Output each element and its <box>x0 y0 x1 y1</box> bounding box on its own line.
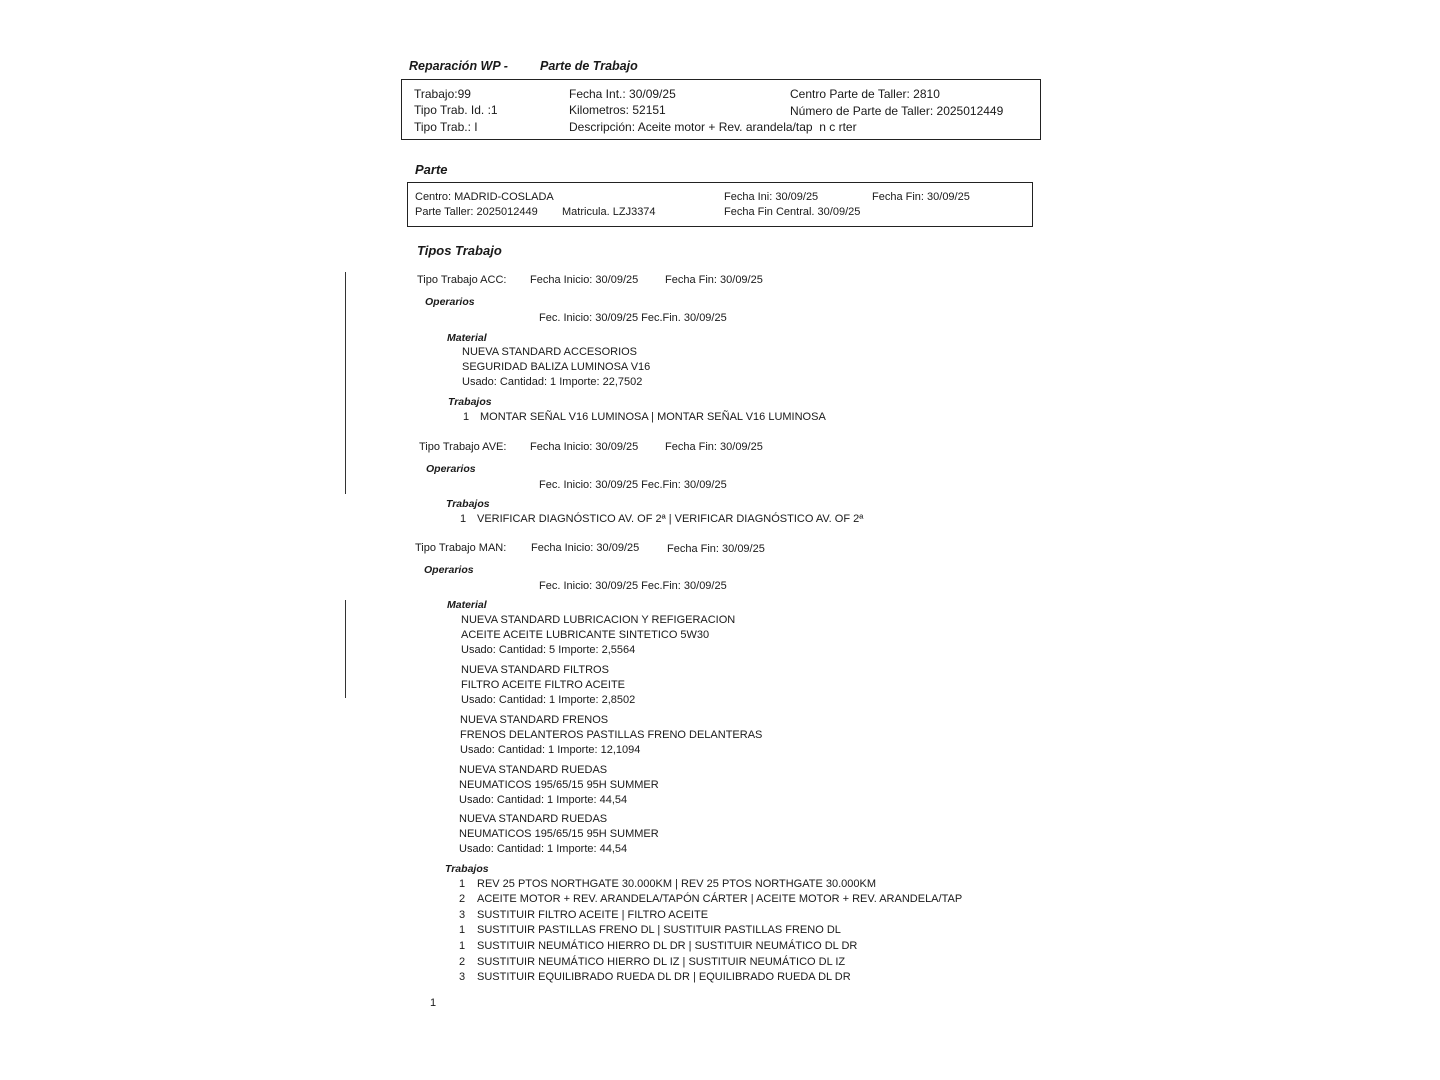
man-material-line3: Usado: Cantidad: 1 Importe: 12,1094 <box>460 744 641 756</box>
parte-matricula: Matricula. LZJ3374 <box>562 206 656 218</box>
man-operario-dates: Fec. Inicio: 30/09/25 Fec.Fin: 30/09/25 <box>539 580 727 592</box>
man-trabajo-text: SUSTITUIR FILTRO ACEITE | FILTRO ACEITE <box>477 909 709 921</box>
man-material-line3: Usado: Cantidad: 5 Importe: 2,5564 <box>461 644 636 656</box>
parte-centro: Centro: MADRID-COSLADA <box>415 191 554 203</box>
man-trabajo-num: 1 <box>459 924 466 936</box>
ave-operarios-label: Operarios <box>426 463 476 475</box>
man-material-line2: ACEITE ACEITE LUBRICANTE SINTETICO 5W30 <box>461 629 710 641</box>
header-right-title: Parte de Trabajo <box>540 59 638 73</box>
acc-material-line3: Usado: Cantidad: 1 Importe: 22,7502 <box>462 376 643 388</box>
man-material-line2: NEUMATICOS 195/65/15 95H SUMMER <box>459 828 659 840</box>
acc-material-line1: NUEVA STANDARD ACCESORIOS <box>462 346 638 358</box>
man-trabajo-num: 2 <box>459 893 466 905</box>
trabajo-number: Trabajo:99 <box>414 87 471 101</box>
acc-operarios-label: Operarios <box>425 296 475 308</box>
ave-tipo: Tipo Trabajo AVE: <box>419 441 507 453</box>
man-trabajo-num: 2 <box>459 956 466 968</box>
tipos-trabajo-title: Tipos Trabajo <box>417 243 502 258</box>
acc-operario-dates: Fec. Inicio: 30/09/25 Fec.Fin. 30/09/25 <box>539 312 727 324</box>
man-trabajo-text: REV 25 PTOS NORTHGATE 30.000KM | REV 25 PTOS NORTHGATE 30.000KM <box>477 878 876 890</box>
man-trabajo-num: 3 <box>459 909 466 921</box>
ave-fecha-fin: Fecha Fin: 30/09/25 <box>665 441 763 453</box>
kilometros: Kilometros: 52151 <box>569 103 666 117</box>
scan-margin-line <box>345 272 346 494</box>
man-material-line3: Usado: Cantidad: 1 Importe: 2,8502 <box>461 694 636 706</box>
ave-trabajo-num: 1 <box>460 513 467 525</box>
man-fecha-inicio: Fecha Inicio: 30/09/25 <box>531 542 640 554</box>
man-material-line2: FILTRO ACEITE FILTRO ACEITE <box>461 679 626 691</box>
page-number: 1 <box>430 997 437 1009</box>
man-material-line1: NUEVA STANDARD FRENOS <box>460 714 609 726</box>
man-trabajos-label: Trabajos <box>445 863 489 875</box>
ave-operario-dates: Fec. Inicio: 30/09/25 Fec.Fin: 30/09/25 <box>539 479 727 491</box>
man-trabajo-num: 1 <box>459 878 466 890</box>
man-trabajo-num: 1 <box>459 940 466 952</box>
parte-fecha-fin: Fecha Fin: 30/09/25 <box>872 191 970 203</box>
acc-fecha-fin: Fecha Fin: 30/09/25 <box>665 274 763 286</box>
man-material-line2: NEUMATICOS 195/65/15 95H SUMMER <box>459 779 659 791</box>
header-left-title: Reparación WP - <box>409 59 508 73</box>
man-material-line1: NUEVA STANDARD RUEDAS <box>459 764 608 776</box>
centro-parte-taller: Centro Parte de Taller: 2810 <box>790 87 940 101</box>
man-material-label: Material <box>447 599 487 611</box>
acc-trabajo-num: 1 <box>463 411 470 423</box>
man-trabajo-num: 3 <box>459 971 466 983</box>
man-material-line1: NUEVA STANDARD RUEDAS <box>459 813 608 825</box>
scan-margin-line <box>345 600 346 698</box>
parte-fecha-ini: Fecha Ini: 30/09/25 <box>724 191 819 203</box>
acc-material-label: Material <box>447 332 487 344</box>
parte-title: Parte <box>415 162 448 177</box>
man-trabajo-text: SUSTITUIR NEUMÁTICO HIERRO DL DR | SUSTITUIR NEUMÁTICO DL DR <box>477 940 858 952</box>
tipo-trab-id: Tipo Trab. Id. :1 <box>414 103 498 117</box>
ave-trabajo-text: VERIFICAR DIAGNÓSTICO AV. OF 2ª | VERIFICAR DIAGNÓSTICO AV. OF 2ª <box>477 513 864 525</box>
man-operarios-label: Operarios <box>424 564 474 576</box>
acc-tipo: Tipo Trabajo ACC: <box>417 274 507 286</box>
acc-fecha-inicio: Fecha Inicio: 30/09/25 <box>530 274 639 286</box>
man-tipo: Tipo Trabajo MAN: <box>415 542 507 554</box>
man-material-line3: Usado: Cantidad: 1 Importe: 44,54 <box>459 794 628 806</box>
acc-material-line2: SEGURIDAD BALIZA LUMINOSA V16 <box>462 361 651 373</box>
man-material-line3: Usado: Cantidad: 1 Importe: 44,54 <box>459 843 628 855</box>
parte-info-box <box>407 182 1033 227</box>
man-material-line2: FRENOS DELANTEROS PASTILLAS FRENO DELANTERAS <box>460 729 763 741</box>
man-fecha-fin: Fecha Fin: 30/09/25 <box>667 543 765 555</box>
acc-trabajo-text: MONTAR SEÑAL V16 LUMINOSA | MONTAR SEÑAL V16 LUMINOSA <box>480 411 826 423</box>
parte-taller: Parte Taller: 2025012449 <box>415 206 538 218</box>
descripcion: Descripción: Aceite motor + Rev. arandela/tap n c rter <box>569 120 857 134</box>
man-trabajo-text: SUSTITUIR NEUMÁTICO HIERRO DL IZ | SUSTITUIR NEUMÁTICO DL IZ <box>477 956 846 968</box>
man-trabajo-text: SUSTITUIR PASTILLAS FRENO DL | SUSTITUIR PASTILLAS FRENO DL <box>477 924 841 936</box>
man-trabajo-text: ACEITE MOTOR + REV. ARANDELA/TAPÓN CÁRTER | ACEITE MOTOR + REV. ARANDELA/TAP <box>477 893 963 905</box>
fecha-int: Fecha Int.: 30/09/25 <box>569 87 676 101</box>
acc-trabajos-label: Trabajos <box>448 396 492 408</box>
man-material-line1: NUEVA STANDARD FILTROS <box>461 664 609 676</box>
parte-fecha-fin-central: Fecha Fin Central. 30/09/25 <box>724 206 861 218</box>
man-trabajo-text: SUSTITUIR EQUILIBRADO RUEDA DL DR | EQUILIBRADO RUEDA DL DR <box>477 971 851 983</box>
tipo-trab: Tipo Trab.: I <box>414 120 478 134</box>
numero-parte-taller: Número de Parte de Taller: 2025012449 <box>790 104 1004 118</box>
ave-fecha-inicio: Fecha Inicio: 30/09/25 <box>530 441 639 453</box>
ave-trabajos-label: Trabajos <box>446 498 490 510</box>
man-material-line1: NUEVA STANDARD LUBRICACION Y REFIGERACION <box>461 614 736 626</box>
